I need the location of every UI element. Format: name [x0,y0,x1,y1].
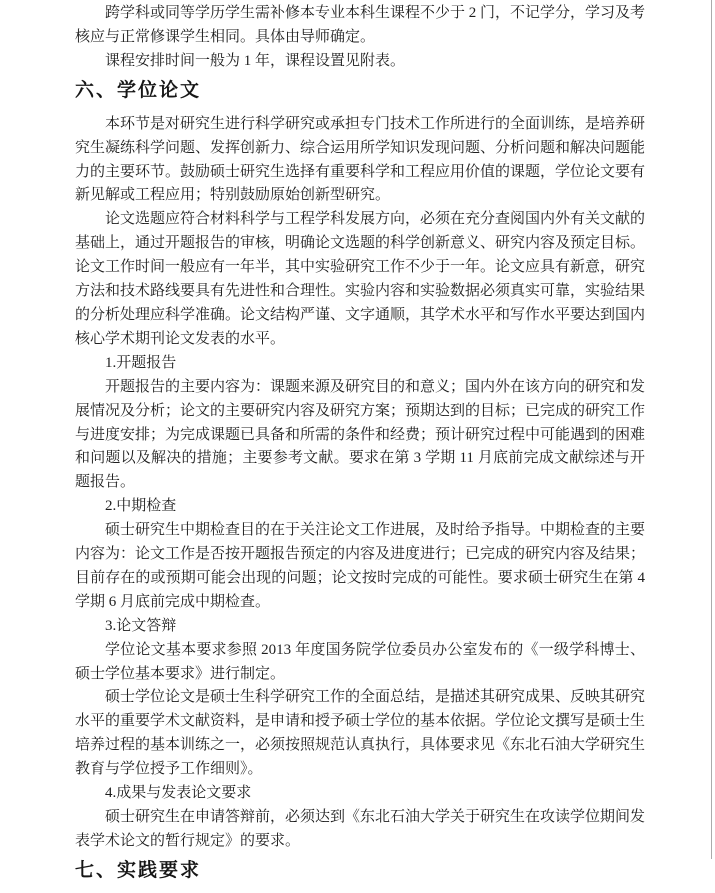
section-heading-degree-thesis: 六、学位论文 [75,79,202,101]
para-course-schedule: 课程安排时间一般为 1 年，课程设置见附表。 [105,52,406,69]
para-thesis-overview: 本环节是对研究生进行科学研究或承担专门技术工作所进行的全面训练，是培养研究生凝练科学问题、发挥创新力、综合运用所学知识发现问题、分析问题和解决问题能力的主要环节。鼓励硕士研究生选择有重要科学和工程应用价值的课题，学位论文要有新见解或工程应用；特别鼓励原始创新型研究。 [75,115,646,204]
para-publication-requirements-content: 硕士研究生在申请答辩前，必须达到《东北石油大学关于研究生在攻读学位期间发表学术论文的暂行规定》的要求。 [75,809,646,849]
para-degree-thesis-basic-requirements: 学位论文基本要求参照 2013 年度国务院学位委员办公室发布的《一级学科博士、硕士学位基本要求》进行制定。 [75,641,645,682]
section-heading-practice-requirements: 七、实践要求 [75,859,202,881]
subitem-publication-requirements: 4.成果与发表论文要求 [105,785,252,802]
document-text-column [75,2,645,893]
page-edge-divider [711,0,712,859]
para-opening-report-content: 开题报告的主要内容为：课题来源及研究目的和意义；国内外在该方向的研究和发展情况及分析；论文的主要研究内容及研究方案；预期达到的目标；已完成的研究工作与进度安排；为完成课题已具备和所需的条件和经费；预计研究过程中可能遇到的困难和问题以及解决的措施；主要参考文献。要求在第 3 学期 11 月底前完成文献综述与开题报告。 [75,378,646,491]
para-topic-selection: 论文选题应符合材料科学与工程学科发展方向，必须在充分查阅国内外有关文献的基础上，通过开题报告的审核，明确论文选题的科学创新意义、研究内容及预定目标。论文工作时间一般应有一年半，其中实验研究工作不少于一年。论文应具有新意，研究方法和技术路线要具有先进性和合理性。实验内容和实验数据必须真实可靠，实验结果的分析处理应科学准确。论文结构严谨、文字通顺，其学术水平和写作水平要达到国内核心学术期刊论文发表的水平。 [75,211,646,347]
subitem-opening-report: 1.开题报告 [105,354,177,371]
para-midterm-check-content: 硕士研究生中期检查目的在于关注论文工作进展，及时给予指导。中期检查的主要内容为：论文工作是否按开题报告预定的内容及进度进行；已完成的研究内容及结果；目前存在的或预期可能会出现的问题；论文按时完成的可能性。要求硕士研究生在第 4 学期 6 月底前完成中期检查。 [75,522,646,610]
subitem-midterm-check: 2.中期检查 [105,498,177,515]
subitem-thesis-defense: 3.论文答辩 [105,617,177,634]
para-bridging-courses: 跨学科或同等学历学生需补修本专业本科生课程不少于 2 门，不记学分，学习及考核应与正常修课学生相同。具体由导师确定。 [75,5,646,45]
para-thesis-writing-requirements: 硕士学位论文是硕士生科学研究工作的全面总结，是描述其研究成果、反映其研究水平的重要学术文献资料，是申请和授予硕士学位的基本依据。学位论文撰写是硕士生培养过程的基本训练之一，必须按照规范认真执行，具体要求见《东北石油大学研究生教育与学位授予工作细则》。 [75,689,646,778]
